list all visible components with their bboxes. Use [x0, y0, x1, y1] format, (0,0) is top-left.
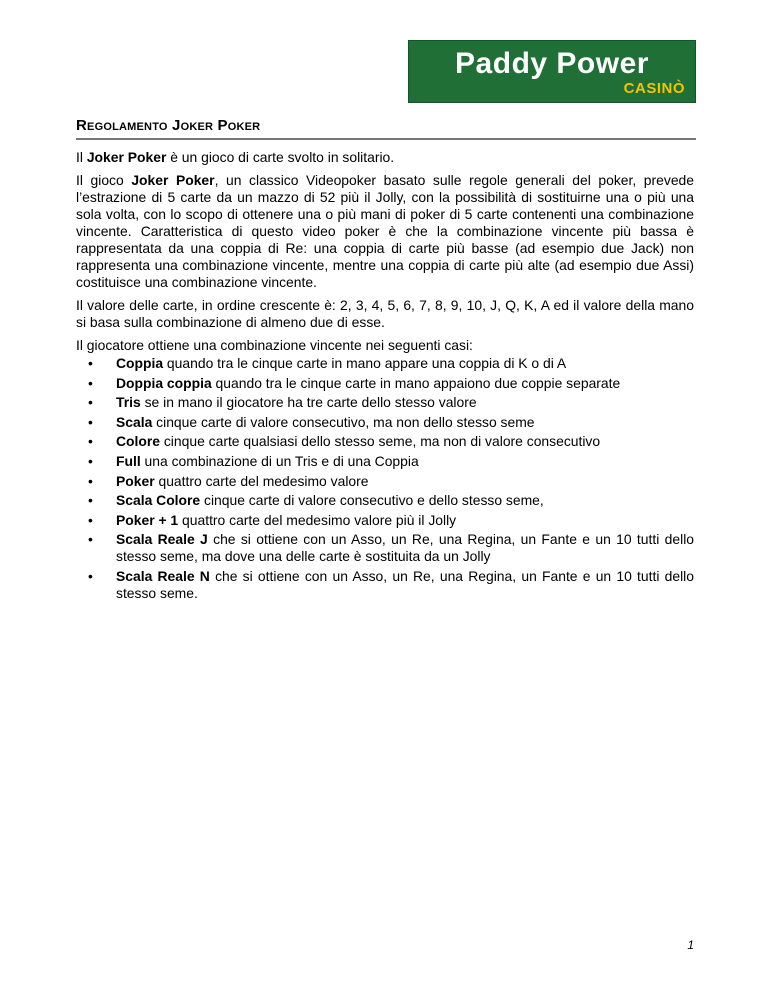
combination-name: Scala Reale N	[116, 567, 210, 584]
bullet: •	[88, 413, 93, 430]
bullet: •	[88, 452, 93, 469]
list-item	[88, 531, 695, 565]
list-item	[88, 567, 694, 602]
combination-name: Coppia	[116, 355, 164, 371]
bullet: •	[88, 567, 93, 584]
bullet: •	[88, 355, 93, 371]
combination-description: una combinazione di un Tris e di una Coppia	[140, 452, 419, 469]
combination-description: se in mano il giocatore ha tre carte dello stesso valore	[140, 394, 477, 411]
list-item	[88, 492, 694, 509]
card-values-paragraph: Il valore delle carte, in ordine crescente è: 2, 3, 4, 5, 6, 7, 8, 9, 10, J, Q, K, A ed il valore della mano si basa sulla combinazione di almeno due di esse.	[76, 297, 694, 330]
combination-name: Tris	[116, 394, 141, 411]
combination-description: cinque carte qualsiasi dello stesso seme, ma non di valore consecutivo	[160, 433, 601, 450]
list-item	[88, 355, 694, 372]
combination-description: che si ottiene con un Asso, un Re, una Regina, un Fante e un 10 tutti dello stesso seme.	[116, 567, 694, 601]
combination-description: quando tra le cinque carte in mano appaiono due coppie separate	[211, 374, 621, 391]
paddy-power-casino-logo	[408, 40, 696, 103]
combination-name: Poker	[116, 472, 155, 489]
description-pre: Il gioco	[76, 172, 132, 188]
bullet: •	[88, 531, 93, 548]
bullet: •	[88, 374, 93, 391]
list-item	[88, 394, 694, 411]
combination-description: quando tra le cinque carte in mano appare una coppia di K o di A	[163, 355, 567, 371]
combination-name: Colore	[116, 433, 160, 450]
combination-name: Scala	[116, 413, 153, 430]
combination-name: Poker + 1	[116, 511, 179, 528]
bullet: •	[88, 492, 93, 509]
combination-name: Doppia coppia	[116, 374, 212, 391]
description-post: , un classico Videopoker basato sulle regole generali del poker, prevede l’estrazione di 5 carte da un mazzo di 52 più il Jolly, con la possibilità di sostituirne una o più una sola volta, con lo scopo di ottenere una o più mani di poker di 5 carte contenenti una combinazione vincente. Caratteristica di questo video poker è che la combinazione vincente più bassa è rappresentata da una coppia di Re: una coppia di carte più basse (ad esempio due Jack) non rappresenta una combinazione vincente, mentre una coppia di carte più alte (ad esempio due Assi) costituisce una combinazione vincente.	[76, 172, 694, 290]
bullet: •	[88, 433, 93, 450]
list-item	[88, 511, 694, 529]
description-game-name: Joker Poker	[131, 172, 215, 188]
combination-description: quattro carte del medesimo valore	[154, 472, 369, 489]
intro-post: è un gioco di carte svolto in solitario.	[166, 149, 395, 165]
combination-description: quattro carte del medesimo valore più il Jolly	[178, 511, 457, 528]
document-body	[76, 149, 694, 605]
list-item	[88, 472, 694, 490]
list-item	[88, 433, 694, 450]
combinations-list	[76, 355, 694, 602]
document-title: Regolamento Joker Poker	[76, 116, 696, 140]
combination-description: cinque carte di valore consecutivo e dello stesso seme,	[200, 492, 544, 509]
description-paragraph	[76, 172, 694, 291]
list-item	[88, 413, 694, 431]
intro-paragraph	[76, 149, 694, 166]
page-number: 1	[687, 938, 694, 952]
list-item	[88, 374, 694, 392]
combination-description: che si ottiene con un Asso, un Re, una Regina, un Fante e un 10 tutti dello stesso seme, ma dove una delle carte è sostituita da un Jolly	[116, 531, 695, 565]
logo-casino-text: CASINÒ	[623, 80, 685, 97]
bullet: •	[88, 394, 93, 411]
winning-intro-paragraph: Il giocatore ottiene una combinazione vincente nei seguenti casi:	[76, 337, 473, 353]
intro-game-name: Joker Poker	[86, 149, 167, 165]
combination-description: cinque carte di valore consecutivo, ma non dello stesso seme	[152, 413, 535, 430]
combination-name: Full	[116, 452, 141, 469]
combination-name: Scala Reale J	[116, 531, 208, 548]
combination-name: Scala Colore	[116, 492, 201, 509]
bullet: •	[88, 511, 93, 528]
logo-brand-text: Paddy Power	[455, 47, 649, 80]
list-item	[88, 452, 694, 470]
intro-pre: Il	[76, 149, 87, 165]
bullet: •	[88, 472, 93, 489]
